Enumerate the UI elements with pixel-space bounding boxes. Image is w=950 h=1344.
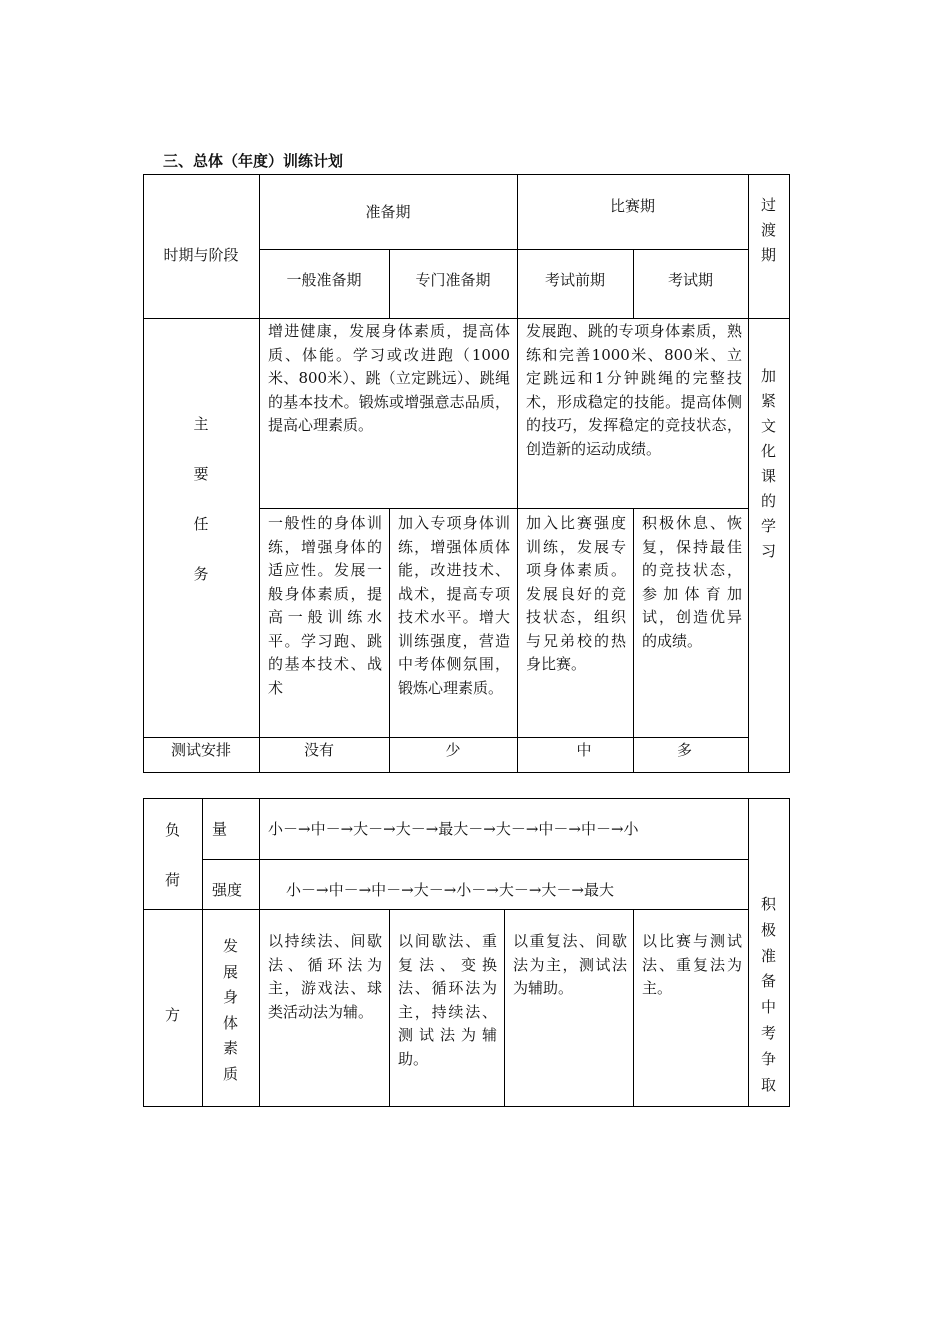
load-label: 负 荷 xyxy=(164,821,180,889)
method-special-prep: 以间歇法、重复法、变换法、循环法为主，持续法、测试法为辅助。 xyxy=(398,932,497,1068)
volume-sequence: 小－→中－→大－→大－→最大－→大－→中－→中－→小 xyxy=(268,820,639,838)
general-prep-task-text: 一般性的身体训练，增强身体的适应性。发展一般身体素质，提高一般训练水平。学习跑、跳的基本技术、战术 xyxy=(268,514,382,697)
period-stage-label: 时期与阶段 xyxy=(163,246,239,264)
method-general-prep: 以持续法、间歇法、循环法为主，游戏法、球类活动法为辅。 xyxy=(268,932,382,1021)
intensity-sequence: 小－→中－→中－→大－→小－→大－→大－→最大 xyxy=(286,881,614,899)
special-prep-task-text: 加入专项身体训练，增强体质体能，改进技术、战术，提高专项技术水平。增大训练强度，营造中考体侧氛围，锻炼心理素质。 xyxy=(398,514,510,697)
main-task-label: 主 要 任 务 xyxy=(193,415,209,583)
method-exam: 以比赛与测试法、重复法为主。 xyxy=(642,932,742,997)
section-heading: 三、总体（年度）训练计划 xyxy=(163,152,344,170)
test-value-exam: 多 xyxy=(676,741,692,759)
method-pre-exam: 以重复法、间歇法为主，测试法为辅助。 xyxy=(513,932,627,997)
special-prep-header: 专门准备期 xyxy=(415,271,491,289)
competition-period-header: 比赛期 xyxy=(609,197,655,215)
pre-exam-task-text: 加入比赛强度训练，发展专项身体素质。发展良好的竞技状态，组织与兄弟校的热身比赛。 xyxy=(526,514,626,673)
transition-period-header: 过 渡 期 xyxy=(760,196,776,264)
method-label: 方 xyxy=(164,1006,180,1024)
test-value-special: 少 xyxy=(445,741,461,759)
test-arrangement-label: 测试安排 xyxy=(170,741,231,759)
test-value-general: 没有 xyxy=(303,741,334,759)
transition-task-text: 加 紧 文 化 课 的 学 习 xyxy=(760,367,776,560)
test-value-pre-exam: 中 xyxy=(576,741,592,759)
pre-exam-header: 考试前期 xyxy=(544,271,605,289)
general-prep-header: 一般准备期 xyxy=(286,271,362,289)
prep-task-text: 增进健康，发展身体素质，提高体质、体能。学习或改进跑（1000米、800米）、跳（立定跳远）、跳绳的基本技术。锻炼或增强意志品质，提高心理素质。 xyxy=(268,322,510,434)
physical-development-label: 发 展 身 体 素 质 xyxy=(222,937,238,1083)
right-column-text: 积 极 准 备 中 考 争 取 xyxy=(760,895,776,1094)
exam-task-text: 积极休息、恢复，保持最佳的竞技状态，参加体育加试，创造优异的成绩。 xyxy=(642,514,742,650)
prep-period-header: 准备期 xyxy=(365,203,411,221)
intensity-label: 强度 xyxy=(212,881,243,899)
competition-task-text: 发展跑、跳的专项身体素质，熟练和完善1000米、800米、立定跳远和1分钟跳绳的完整技术，形成稳定的技能。提高体侧的技巧，发挥稳定的竞技状态，创造新的运动成绩。 xyxy=(526,322,742,458)
volume-label: 量 xyxy=(212,820,228,838)
exam-header: 考试期 xyxy=(667,271,713,289)
